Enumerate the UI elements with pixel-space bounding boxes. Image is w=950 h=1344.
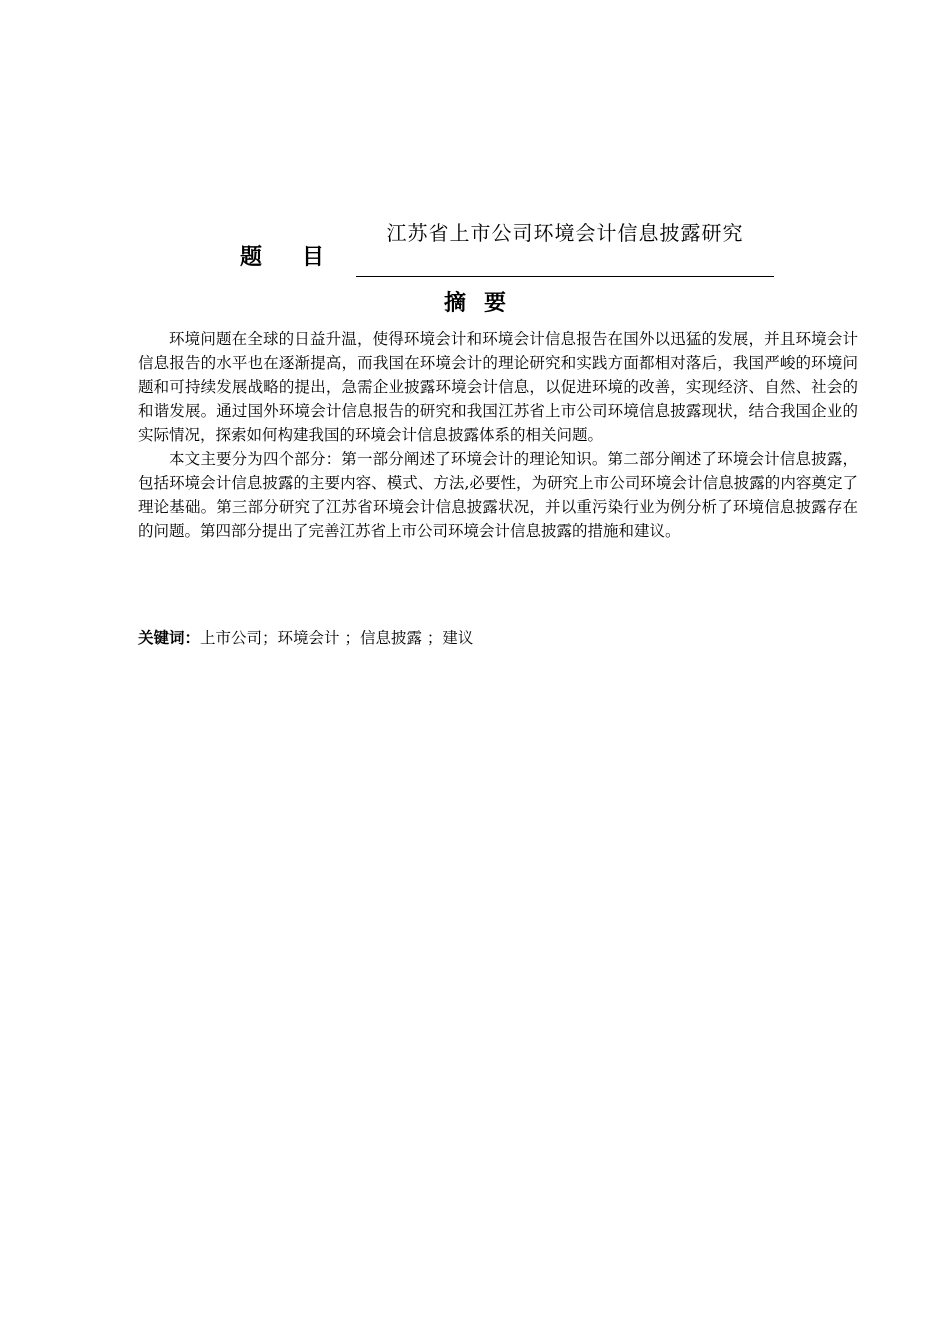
abstract-heading [0,288,950,320]
abstract-paragraph: 环境问题在全球的日益升温，使得环境会计和环境会计信息报告在国外以迅猛的发展，并且环境会计信息报告的水平也在逐渐提高，而我国在环境会计的理论研究和实践方面都相对落后，我国严峻的环境问题和可持续发展战略的提出，急需企业披露环境会计信息，以促进环境的改善，实现经济、自然、社会的和谐发展。通过国外环境会计信息报告的研究和我国江苏省上市公司环境信息披露现状，结合我国企业的实际情况，探索如何构建我国的环境会计信息披露体系的相关问题。 [138,330,858,444]
keywords-text: 上市公司；环境会计 ；信息披露 ；建议 [200,629,474,647]
keywords-label: 关键词： [138,629,201,647]
thesis-title: 江苏省上市公司环境会计信息披露研究 [356,220,774,277]
abstract-body [138,327,858,543]
abstract-heading-text: 摘要 [443,291,524,316]
title-label: 题目 [240,245,365,270]
abstract-paragraph: 本文主要分为四个部分：第一部分阐述了环境会计的理论知识。第二部分阐述了环境会计信息披露，包括环境会计信息披露的主要内容、模式、方法,必要性，为研究上市公司环境会计信息披露的内容奠定了理论基础。第三部分研究了江苏省环境会计信息披露状况，并以重污染行业为例分析了环境信息披露存在的问题。第四部分提出了完善江苏省上市公司环境会计信息披露的措施和建议。 [138,450,858,540]
keywords [138,626,858,650]
